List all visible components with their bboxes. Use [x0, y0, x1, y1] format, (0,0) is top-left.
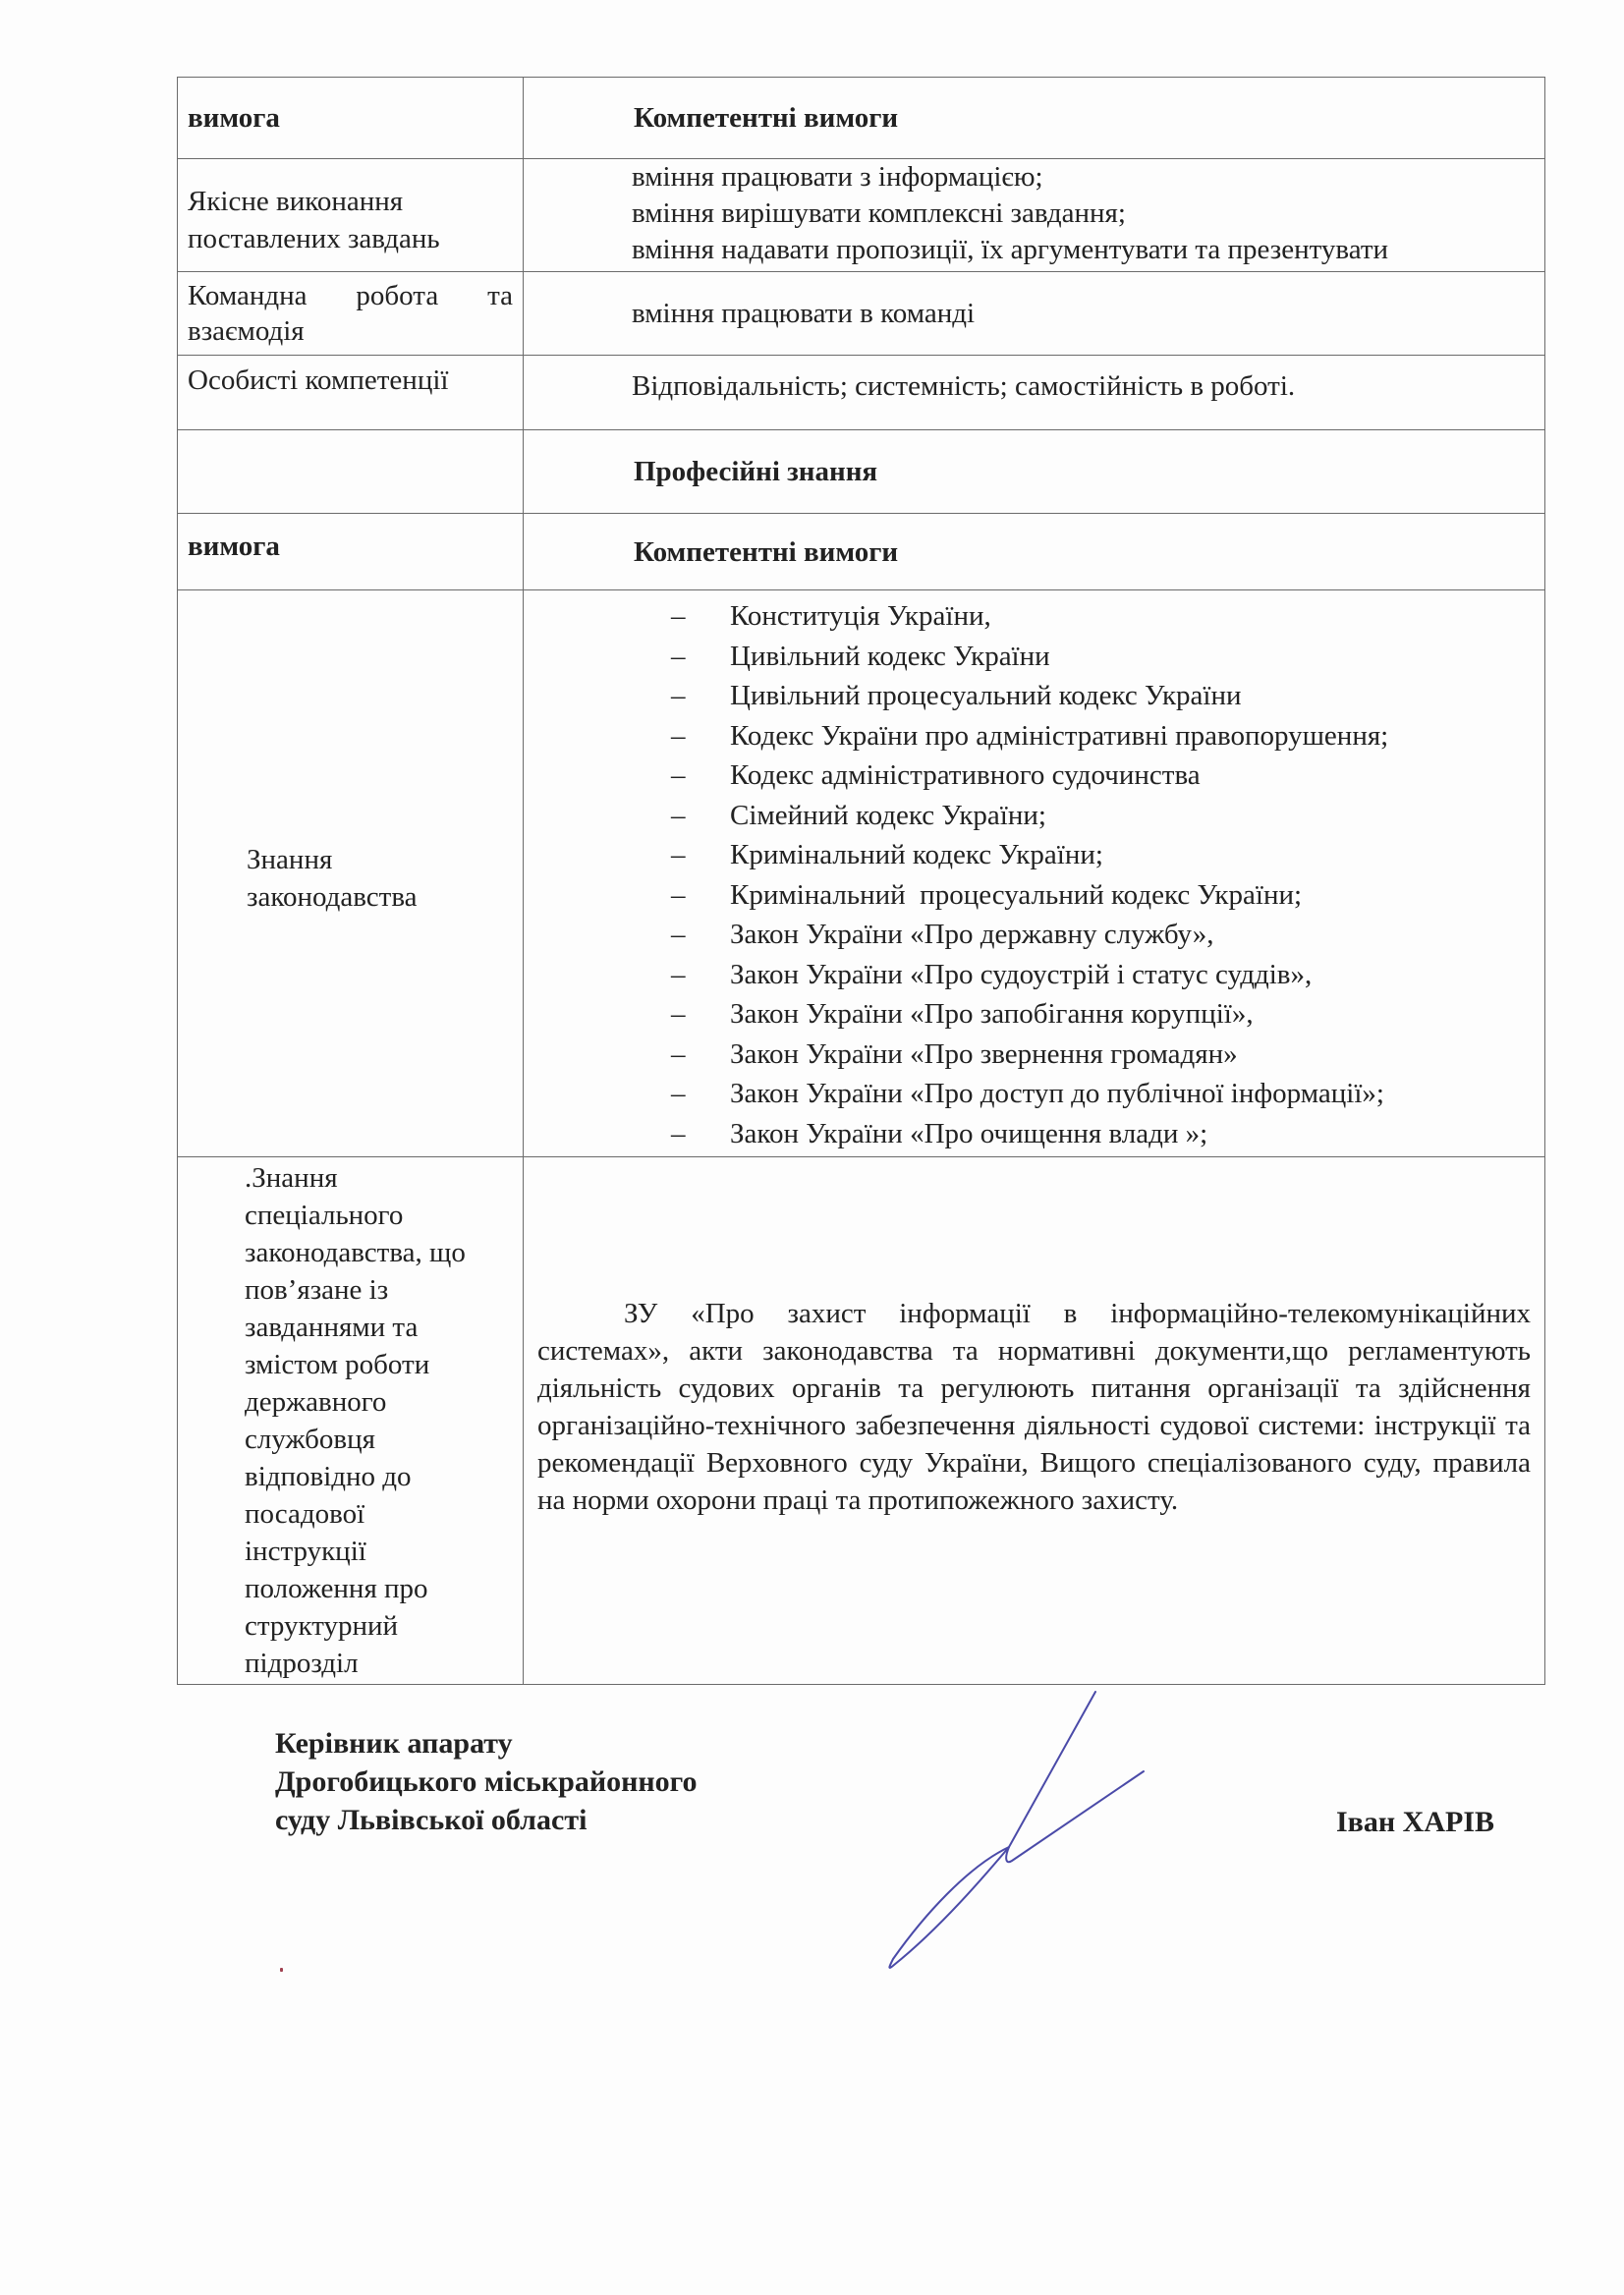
header-requirement: вимога: [178, 78, 524, 159]
requirement-cell: [178, 590, 524, 1157]
table-row: [178, 356, 1545, 430]
law-item-text: Закон України «Про звернення громадян»: [730, 1037, 1238, 1070]
requirement-line: відповідно до: [245, 1461, 412, 1492]
competency-cell: [524, 272, 1545, 356]
list-item: [671, 994, 1544, 1035]
section-row: [178, 430, 1545, 514]
requirement-label: [245, 1157, 513, 1682]
list-item: [671, 596, 1544, 637]
requirement-cell: [178, 159, 524, 272]
law-list: [524, 596, 1544, 1153]
dash-bullet: –: [671, 759, 686, 791]
dash-bullet: –: [671, 680, 686, 711]
list-item: [671, 1114, 1544, 1154]
law-item-text: Кодекс України про адміністративні правопорушення;: [730, 719, 1389, 752]
law-item-text: Кодекс адміністративного судочинства: [730, 759, 1201, 791]
requirement-label: Знання законодавства: [247, 844, 418, 913]
dash-bullet: –: [671, 878, 686, 911]
header-requirement: вимога: [178, 514, 524, 590]
competency-line: вміння надавати пропозиції, їх аргументувати та презентувати: [632, 234, 1389, 265]
table-header-row: [178, 514, 1545, 590]
special-knowledge-cell: [524, 1157, 1545, 1685]
law-item-text: Кримінальний процесуальний кодекс України;: [730, 878, 1303, 911]
list-item: [671, 955, 1544, 995]
law-item-text: Цивільний процесуальний кодекс України: [730, 680, 1242, 711]
law-item-text: Кримінальний кодекс України;: [730, 839, 1103, 870]
law-item-text: Закон України «Про очищення влади »;: [730, 1117, 1208, 1149]
dash-bullet: –: [671, 1117, 686, 1149]
position-line: Дрогобицького міськрайонного: [275, 1765, 698, 1798]
requirement-line: змістом роботи: [245, 1349, 430, 1380]
requirement-line: .Знання: [245, 1162, 338, 1194]
list-item: [671, 1074, 1544, 1114]
requirement-line: структурний: [245, 1610, 399, 1642]
table-row: [178, 159, 1545, 272]
competency-cell: [524, 159, 1545, 272]
dash-bullet: –: [671, 839, 686, 870]
dash-bullet: –: [671, 600, 686, 632]
dash-bullet: –: [671, 1078, 686, 1109]
law-item-text: Цивільний кодекс України: [730, 640, 1050, 672]
dash-bullet: –: [671, 640, 686, 672]
competency-table: [177, 77, 1545, 1685]
special-knowledge-text: ЗУ «Про захист інформації в інформаційно-телекомунікаційних системах», акти законодавства та нормативні документи,що регламентують діяльність судових органів та регулюють питання організації та здійснення організаційно-технічного забезпечення діяльності судової системи: інструкції та рекомендації Верховного суду України, Вищого спеціалізованого суду, правила на норми охорони праці та протипожежного захисту.: [537, 1298, 1531, 1516]
signatory-position: [275, 1724, 698, 1839]
header-competency: Компетентні вимоги: [524, 78, 1545, 159]
table-row: [178, 272, 1545, 356]
requirement-line: підрозділ: [245, 1648, 359, 1679]
requirement-line: інструкції: [245, 1536, 366, 1567]
scan-speck: [280, 1968, 283, 1972]
law-item-text: Закон України «Про запобігання корупції»,: [730, 998, 1254, 1030]
table-row-law-knowledge: [178, 590, 1545, 1157]
competency-line: вміння працювати в команді: [632, 298, 976, 329]
law-item-text: Закон України «Про державну службу»,: [730, 919, 1214, 950]
list-item: [671, 835, 1544, 875]
law-item-text: Сімейний кодекс України;: [730, 799, 1046, 831]
header-competency: Компетентні вимоги: [524, 514, 1545, 590]
list-item: [671, 915, 1544, 955]
requirement-line: службовця: [245, 1424, 375, 1455]
dash-bullet: –: [671, 919, 686, 950]
signatory-name: Іван ХАРІВ: [1336, 1806, 1495, 1838]
competency-cell: [524, 356, 1545, 430]
list-item: [671, 676, 1544, 716]
requirement-line: пов’язане із: [245, 1274, 389, 1306]
empty-cell: [178, 430, 524, 514]
table-header-row: [178, 78, 1545, 159]
law-item-text: Закон України «Про доступ до публічної інформації»;: [730, 1078, 1384, 1109]
law-item-text: Закон України «Про судоустрій і статус суддів»,: [730, 958, 1313, 990]
requirement-cell: [178, 356, 524, 430]
requirement-label: Командна робота та взаємодія: [188, 280, 513, 347]
requirement-label: Якісне виконання поставлених завдань: [188, 186, 440, 254]
competency-line: Відповідальність; системність; самостійність в роботі.: [632, 370, 1296, 402]
table-row-special-knowledge: [178, 1157, 1545, 1685]
dash-bullet: –: [671, 998, 686, 1030]
section-title: Професійні знання: [524, 430, 1545, 514]
requirement-line: завданнями та: [245, 1312, 419, 1343]
dash-bullet: –: [671, 1037, 686, 1070]
list-item: [671, 716, 1544, 756]
competency-line: вміння працювати з інформацією;: [632, 161, 1043, 193]
list-item: [671, 637, 1544, 677]
law-list-cell: [524, 590, 1545, 1157]
dash-bullet: –: [671, 719, 686, 752]
list-item: [671, 875, 1544, 916]
competency-line: вміння вирішувати комплексні завдання;: [632, 197, 1126, 229]
dash-bullet: –: [671, 958, 686, 990]
requirement-line: державного: [245, 1386, 387, 1418]
requirement-label: Особисті компетенції: [188, 364, 449, 396]
requirement-cell: [178, 1157, 524, 1685]
requirement-cell: [178, 272, 524, 356]
list-item: [671, 796, 1544, 836]
law-item-text: Конституція України,: [730, 600, 991, 632]
requirement-line: положення про: [245, 1573, 428, 1604]
requirement-line: спеціального: [245, 1200, 404, 1231]
requirement-line: законодавства, що: [245, 1237, 466, 1268]
list-item: [671, 756, 1544, 796]
position-line: Керівник апарату: [275, 1727, 513, 1760]
requirement-line: посадової: [245, 1498, 365, 1530]
list-item: [671, 1035, 1544, 1075]
position-line: суду Львівської області: [275, 1804, 588, 1836]
dash-bullet: –: [671, 799, 686, 831]
